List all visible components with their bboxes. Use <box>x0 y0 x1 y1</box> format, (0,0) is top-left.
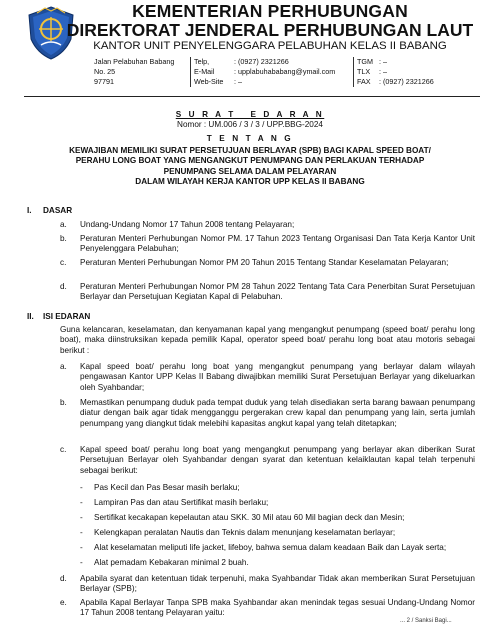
isi-item: Apabila syarat dan ketentuan tidak terpenuhi, maka Syahbandar Tidak akan memberikan Surat Persetujuan Berlayar (SPB); <box>80 574 475 594</box>
section-title: DASAR <box>43 206 73 215</box>
requirement-item: Pas Kecil dan Pas Besar masih berlaku; <box>94 483 240 492</box>
bullet-dash: - <box>80 483 83 492</box>
item-label: c. <box>60 445 67 454</box>
bullet-dash: - <box>80 558 83 567</box>
office-name: KANTOR UNIT PENYELENGGARA PELABUHAN KELAS II BABANG <box>93 40 447 52</box>
letter-type: S U R A T E D A R A N <box>175 110 325 119</box>
requirement-item: Alat pemadam Kebakaran minimal 2 buah. <box>94 558 249 567</box>
dasar-item: Undang-Undang Nomor 17 Tahun 2008 tentang Pelayaran; <box>80 220 295 229</box>
dasar-item: Peraturan Menteri Perhubungan Nomor PM. 17 Tahun 2023 Tentang Organisasi Dan Tata Kerja Kantor Unit Penyelenggara Pelabuhan; <box>80 234 475 254</box>
contact-value: : (0927) 2321266 <box>379 77 434 87</box>
divider <box>353 57 354 87</box>
requirement-item: Sertifikat kecakapan kepelautan atau SKK. 30 Mil atau 60 Mil bagian deck dan Mesin; <box>94 513 405 522</box>
address-line: 97791 <box>94 77 114 87</box>
contact-value: : – <box>379 67 387 77</box>
contact-label: Web-Site <box>194 77 224 87</box>
isi-item: Apabila Kapal Berlayar Tanpa SPB maka Syahbandar akan menindak tegas sesuai Undang-Undang Nomor 17 Tahun 2008 tentang Pelayaran yaitu: <box>80 598 475 618</box>
isi-item: Memastikan penumpang duduk pada tempat duduk yang telah disediakan serta barang bawaan penumpang diatur dengan baik agar tidak mengganggu pergerakan crew kapal dan penumpang yang lain, serta jumlah penumpang yang diangkut tidak melebihi kapasitas angkut kapal yang telah ditetapkan; <box>80 398 475 428</box>
header-rule <box>24 96 480 97</box>
address-line: Jalan Pelabuhan Babang <box>94 57 175 66</box>
section-title: ISI EDARAN <box>43 312 91 321</box>
bullet-dash: - <box>80 513 83 522</box>
contact-row <box>194 57 352 67</box>
item-label: a. <box>60 362 67 371</box>
letter-subject <box>40 146 460 188</box>
contact-row <box>357 67 477 77</box>
contact-label: TLX <box>357 67 371 77</box>
contact-value: : upplabuhababang@ymail.com <box>234 67 336 77</box>
section-number: I. <box>27 206 32 215</box>
dasar-item: Peraturan Menteri Perhubungan Nomor PM 20 Tahun 2015 Tentang Standar Keselamatan Pelayaran; <box>80 258 449 267</box>
contact-label: Telp, <box>194 57 210 66</box>
isi-intro: Guna kelancaran, keselamatan, dan kenyamanan kapal yang mengangkut penumpang (speed boat/ perahu long boat), maka diinstruksikan kepada pemilik Kapal, operator speed boat/ perahu long boat atau motoris sebagai berikut : <box>60 325 475 355</box>
item-label: d. <box>60 574 67 583</box>
item-label: b. <box>60 234 67 243</box>
contact-label: TGM <box>357 57 373 66</box>
item-label: a. <box>60 220 67 229</box>
contact-block-2 <box>357 57 477 88</box>
letter-number: Nomor : UM.006 / 3 / 3 / UPP.BBG-2024 <box>177 120 323 129</box>
item-label: d. <box>60 282 67 291</box>
isi-item: Kapal speed boat/ perahu long boat yang mengangkut penumpang yang berlayar akan diberikan Surat Persetujuan Berlayar oleh Syahbandar dengan syarat dan ketentuan kelaiklautan kapal telah terpenuhi sebagai berikut: <box>80 445 475 475</box>
about-label: T E N T A N G <box>206 134 294 143</box>
bullet-dash: - <box>80 543 83 552</box>
directorate-name: DIREKTORAT JENDERAL PERHUBUNGAN LAUT <box>66 20 474 40</box>
contact-row <box>194 67 352 77</box>
subject-line: PERAHU LONG BOAT YANG MENGANGKUT PENUMPANG DAN PERLAKUAN TERHADAP <box>75 156 425 166</box>
isi-item: Kapal speed boat/ perahu long boat yang mengangkut penumpang yang berlayar dalam wilayah pengawasan Kantor UPP Kelas II Babang diwajibkan memiliki Surat Persetujuan Berlayar yang dikeluarkan oleh Syahbandar; <box>80 362 475 392</box>
next-page-reference: ... 2 / Sanksi Bagi... <box>400 618 452 624</box>
contact-label: E-Mail <box>194 67 215 77</box>
requirement-item: Alat keselamatan meliputi life jacket, lifeboy, bahwa semua dalam keadaan Baik dan Layak serta; <box>94 543 447 552</box>
item-label: e. <box>60 598 67 607</box>
section-number: II. <box>27 312 34 321</box>
contact-value: : – <box>379 57 387 66</box>
subject-line: DALAM WILAYAH KERJA KANTOR UPP KELAS II BABANG <box>135 177 365 187</box>
contact-label: FAX <box>357 77 371 87</box>
requirement-item: Kelengkapan peralatan Nautis dan Teknis dalam menunjang keselamatan berlayar; <box>94 528 396 537</box>
bullet-dash: - <box>80 528 83 537</box>
address-line: No. 25 <box>94 67 116 77</box>
contact-row <box>357 77 477 87</box>
dasar-item: Peraturan Menteri Perhubungan Nomor PM 28 Tahun 2022 Tentang Tata Cara Penerbitan Surat Persetujuan Berlayar dan Persetujuan Kegiatan Kapal di Pelabuhan. <box>80 282 475 302</box>
bullet-dash: - <box>80 498 83 507</box>
contact-value: : – <box>234 77 242 87</box>
contact-value: : (0927) 2321266 <box>234 57 289 66</box>
contact-block <box>194 57 352 88</box>
item-label: c. <box>60 258 67 267</box>
address-block <box>94 57 188 88</box>
subject-line: PENUMPANG SELAMA DALAM PELAYARAN <box>163 166 337 176</box>
subject-line: KEWAJIBAN MEMILIKI SURAT PERSETUJUAN BERLAYAR (SPB) BAGI KAPAL SPEED BOAT/ <box>69 146 431 155</box>
ministry-name: KEMENTERIAN PERHUBUNGAN <box>132 1 408 21</box>
divider <box>190 57 191 87</box>
contact-row <box>357 57 477 67</box>
requirement-item: Lampiran Pas dan atau Sertifikat masih berlaku; <box>94 498 269 507</box>
item-label: b. <box>60 398 67 407</box>
contact-row <box>194 77 352 87</box>
